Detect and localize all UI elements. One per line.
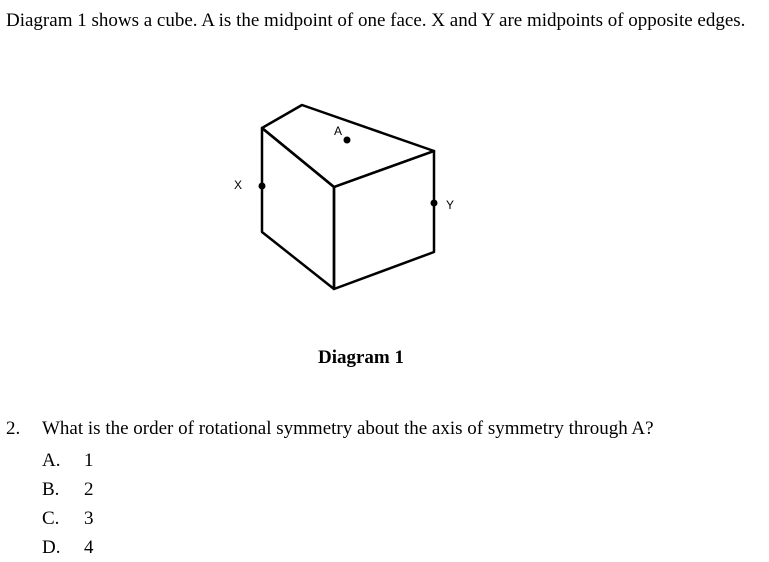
option-value: 3: [84, 508, 94, 529]
option-d: [42, 533, 94, 562]
cube-left-face: [262, 128, 334, 289]
option-value: 1: [84, 450, 94, 471]
option-c: [42, 504, 94, 533]
question-text: What is the order of rotational symmetry about the axis of symmetry through A?: [42, 418, 654, 439]
question-number: 2.: [6, 418, 21, 439]
cube-top-face: [262, 105, 434, 187]
cube-outline: [262, 105, 434, 289]
diagram-caption: Diagram 1: [318, 347, 405, 368]
option-letter: B.: [42, 479, 60, 500]
answer-options: [42, 446, 94, 562]
point-x-dot: [259, 183, 266, 190]
option-letter: D.: [42, 537, 61, 558]
option-a: [42, 446, 94, 475]
point-y-dot: [431, 200, 438, 207]
option-value: 4: [84, 537, 94, 558]
option-b: [42, 475, 94, 504]
cube-right-face: [334, 151, 434, 289]
option-letter: A.: [42, 450, 61, 471]
intro-text: Diagram 1 shows a cube. A is the midpoint of one face. X and Y are midpoints of opposite edges.: [6, 10, 746, 31]
point-x-label: X: [234, 178, 243, 192]
option-value: 2: [84, 479, 94, 500]
option-letter: C.: [42, 508, 60, 529]
point-a-dot: [344, 137, 351, 144]
point-y-label: Y: [446, 198, 455, 212]
point-a-label: A: [334, 124, 343, 138]
